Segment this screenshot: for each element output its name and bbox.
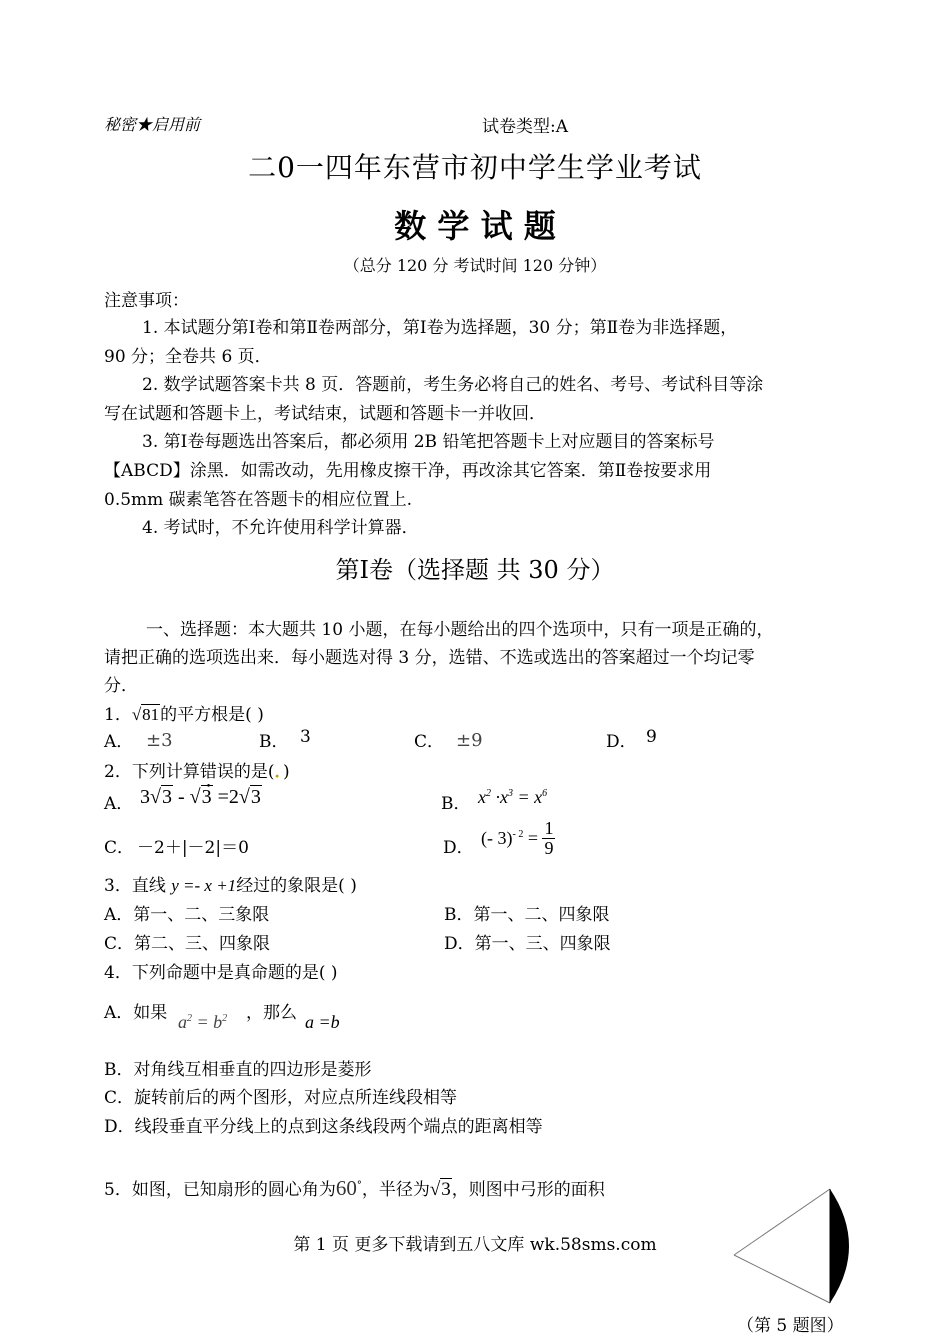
page-footer: 第 1 页 更多下载请到五八文库 wk.58sms.com (293, 1235, 657, 1255)
q4-option-c: C．旋转前后的两个图形，对应点所连线段相等 (104, 1088, 458, 1108)
q2-option-d-label: D． (443, 838, 474, 858)
q1-stem-text: 的平方根是( ) (160, 705, 264, 725)
sector-radius-bottom (734, 1255, 830, 1303)
q1-number: 1． (104, 705, 132, 725)
note-2-line-1: 2. 数学试题答案卡共 8 页．答题前，考生务必将自己的姓名、考号、考试科目等涂 (142, 375, 764, 395)
question-5-stem (104, 1175, 605, 1201)
q2-d-fraction (542, 819, 555, 858)
note-2-line-2: 写在试题和答题卡上，考试结束，试题和答题卡一并收回． (104, 404, 546, 424)
q2-option-a: 3√3 - √3 =2√3 (140, 786, 261, 808)
q2-a-minus: - (172, 786, 190, 808)
q3-option-b: B．第一、二、四象限 (444, 905, 610, 925)
question-1-stem (104, 700, 264, 725)
q2-d-exp: - 2 (512, 829, 524, 840)
q2-a-rad-2: 3 (201, 786, 212, 808)
q1-radicand: 81 (142, 705, 160, 724)
q5-sqrt: √3 (429, 1179, 451, 1200)
q3-stem-b: 经过的象限是( ) (236, 876, 357, 896)
q1-option-a-label: A． (104, 732, 134, 752)
q2-stem-e: ) (282, 762, 290, 782)
q5-stem-a: 5．如图，已知扇形的圆心角为 (104, 1180, 336, 1200)
q2-a-rad-1: 3 (161, 786, 172, 808)
q1-sqrt: √81 (131, 705, 160, 724)
note-4: 4. 考试时，不允许使用科学计算器． (142, 518, 419, 538)
note-1-line-2: 90 分；全卷共 6 页． (104, 347, 272, 367)
q4-option-d: D．线段垂直平分线上的点到这条线段两个端点的距离相等 (104, 1117, 543, 1137)
section-title: 第Ⅰ卷（选择题 共 30 分） (335, 556, 615, 584)
exam-title: 二0一四年东营市初中学生学业考试 (248, 151, 702, 184)
section-intro-line-1: 一、选择题：本大题共 10 小题，在每小题给出的四个选项中，只有一项是正确的， (146, 620, 774, 640)
subject-title: 数 学 试 题 (394, 207, 556, 245)
note-3-line-3: 0.5mm 碳素笔答在答题卡的相应位置上. (104, 490, 413, 510)
q2-a-coef: 3 (140, 786, 150, 808)
q2-option-d (481, 819, 555, 858)
q1-option-b-label: B． (259, 732, 289, 752)
q4-option-b: B．对角线互相垂直的四边形是菱形 (104, 1060, 372, 1080)
time-info: （总分 120 分 考试时间 120 分钟） (343, 256, 607, 275)
note-1-line-1: 1. 本试题分第Ⅰ卷和第Ⅱ卷两部分，第Ⅰ卷为选择题，30 分；第Ⅱ卷为非选择题， (142, 318, 738, 338)
q5-stem-c: ，则图中弓形的面积 (451, 1180, 605, 1200)
secret-label: 秘密★启用前 (104, 115, 201, 134)
q3-option-d: D．第一、三、四象限 (444, 934, 611, 954)
q2-stem-d: ． (274, 762, 283, 782)
q5-degree: ° (356, 1180, 362, 1191)
q1-option-a: ±3 (146, 730, 173, 751)
q2-d-base: (- 3) (481, 828, 513, 848)
q5-angle: 60 (335, 1176, 357, 1200)
q2-option-b: $x^2 \cdot x^3 = x^6$ (478, 787, 548, 807)
q2-d-numerator: 1 (544, 818, 554, 838)
q3-option-c: C．第二、三、四象限 (104, 934, 271, 954)
section-intro-line-2: 请把正确的选项选出来．每小题选对得 3 分，选错、不选或选出的答案超过一个均记零 (104, 648, 755, 668)
note-3-line-2: 【ABCD】涂黑．如需改动，先用橡皮擦干净，再改涂其它答案．第Ⅱ卷按要求用 (104, 461, 712, 481)
question-4-stem: 4．下列命题中是真命题的是( ) (104, 963, 338, 983)
q2-a-eq: =2 (212, 786, 239, 808)
q2-option-a-label: A． (104, 794, 134, 814)
q3-stem-a: 3．直线 (104, 876, 172, 896)
q2-option-b-label: B． (441, 794, 471, 814)
q2-option-c-label: C． (104, 838, 135, 858)
q1-option-c-label: C． (414, 732, 445, 752)
q4-option-a-formula: $a^2 = b^2$ (178, 1012, 228, 1032)
q5-stem-b: ，半径为 (361, 1180, 430, 1200)
q2-d-denominator: 9 (544, 838, 554, 858)
paper-type: 试卷类型:A (482, 117, 569, 137)
question-3-stem (104, 871, 357, 896)
notes-heading: 注意事项： (104, 291, 189, 311)
q1-option-d-label: D． (606, 732, 637, 752)
q4-option-a-text: A．如果 (104, 1003, 168, 1023)
q1-option-b: 3 (300, 727, 311, 747)
figure-caption: （第 5 题图） (737, 1316, 844, 1336)
section-intro-line-3: 分． (104, 676, 138, 696)
q3-equation: y =- x +1 (171, 876, 237, 895)
q4-option-a-result: a =b (305, 1012, 340, 1032)
q5-radicand: 3 (441, 1179, 451, 1200)
q2-d-eq: = (523, 828, 538, 848)
q1-option-c: ±9 (456, 730, 483, 751)
q2-stem-emphasis: 错 (199, 762, 217, 782)
q2-stem-c: 误的是( (216, 762, 275, 782)
q2-a-rad-3: 3 (250, 786, 261, 808)
q2-option-c: －2＋|－2|＝0 (137, 838, 249, 858)
q4-option-a-then: ，那么 (246, 1003, 297, 1023)
q2-stem-a: 2．下列计算 (104, 762, 200, 782)
q1-option-d: 9 (646, 727, 657, 747)
note-3-line-1: 3. 第Ⅰ卷每题选出答案后，都必须用 2B 铅笔把答题卡上对应题目的答案标号 (142, 432, 715, 452)
q3-option-a: A．第一、二、三象限 (104, 905, 270, 925)
